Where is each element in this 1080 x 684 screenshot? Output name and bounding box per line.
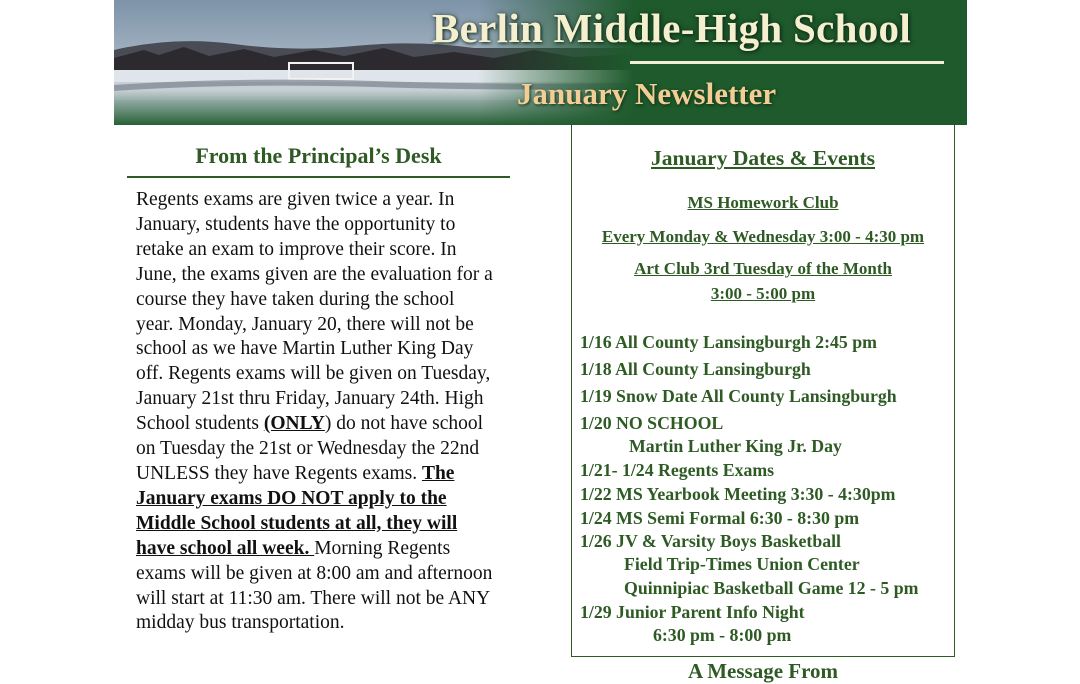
event-item: 1/26 JV & Varsity Boys Basketball — [580, 531, 841, 551]
event-item-detail: Field Trip-Times Union Center — [624, 554, 860, 574]
event-item-detail: 6:30 pm - 8:00 pm — [653, 625, 792, 645]
principal-text-part-2: ) do not have school on Tuesday the 21st or Wednesday the 22nd UNLESS they have Regents exams. — [136, 413, 484, 484]
event-item-detail: Martin Luther King Jr. Day — [629, 436, 842, 456]
event-item: 1/18 All County Lansingburgh — [580, 359, 811, 379]
principal-section-heading: From the Principal’s Desk — [195, 143, 442, 168]
newsletter-title: January Newsletter — [517, 76, 777, 111]
event-item: 1/16 All County Lansingburgh 2:45 pm — [580, 332, 877, 352]
homework-club-schedule: Every Monday & Wednesday 3:00 - 4:30 pm — [601, 227, 925, 246]
events-heading: January Dates & Events — [651, 146, 875, 170]
principal-article-body — [136, 188, 496, 636]
event-item: 1/24 MS Semi Formal 6:30 - 8:30 pm — [580, 508, 860, 528]
principal-text-part-1: Regents exams are given twice a year. In January, students have the opportunity to retake an exam to improve their score. In June, the exams given are the evaluation for a course they have taken during the school year. Monday, January 20, there will not be school as we have Martin Luther King Day off. Regents exams will be given on Tuesday, January 21st thru Friday, January 24th. High School students — [136, 189, 493, 435]
message-section-heading: A Message From — [687, 659, 839, 683]
newsletter-banner — [114, 0, 967, 125]
banner-divider-line — [630, 61, 944, 64]
event-item: 1/22 MS Yearbook Meeting 3:30 - 4:30pm — [580, 484, 896, 504]
middle-school-notice: The January exams DO NOT apply to the Middle School students at all, they will have school all week. — [136, 462, 458, 559]
only-emphasis: (ONLY — [263, 413, 325, 435]
school-name: Berlin Middle-High School — [432, 5, 912, 51]
art-club-title: Art Club 3rd Tuesday of the Month — [634, 259, 892, 278]
homework-club-title: MS Homework Club — [687, 193, 839, 212]
event-item: 1/20 NO SCHOOL — [580, 413, 724, 433]
section-divider — [127, 176, 510, 178]
art-club-time: 3:00 - 5:00 pm — [710, 284, 816, 303]
event-item: 1/29 Junior Parent Info Night — [580, 602, 805, 622]
principal-text-part-3: Morning Regents exams will be given at 8:00 am and afternoon will start at 11:30 am. There will not be ANY midday bus transportation. — [136, 537, 493, 634]
event-item-detail: Quinnipiac Basketball Game 12 - 5 pm — [624, 578, 919, 598]
event-item: 1/21- 1/24 Regents Exams — [580, 460, 775, 480]
event-item: 1/19 Snow Date All County Lansingburgh — [580, 386, 897, 406]
